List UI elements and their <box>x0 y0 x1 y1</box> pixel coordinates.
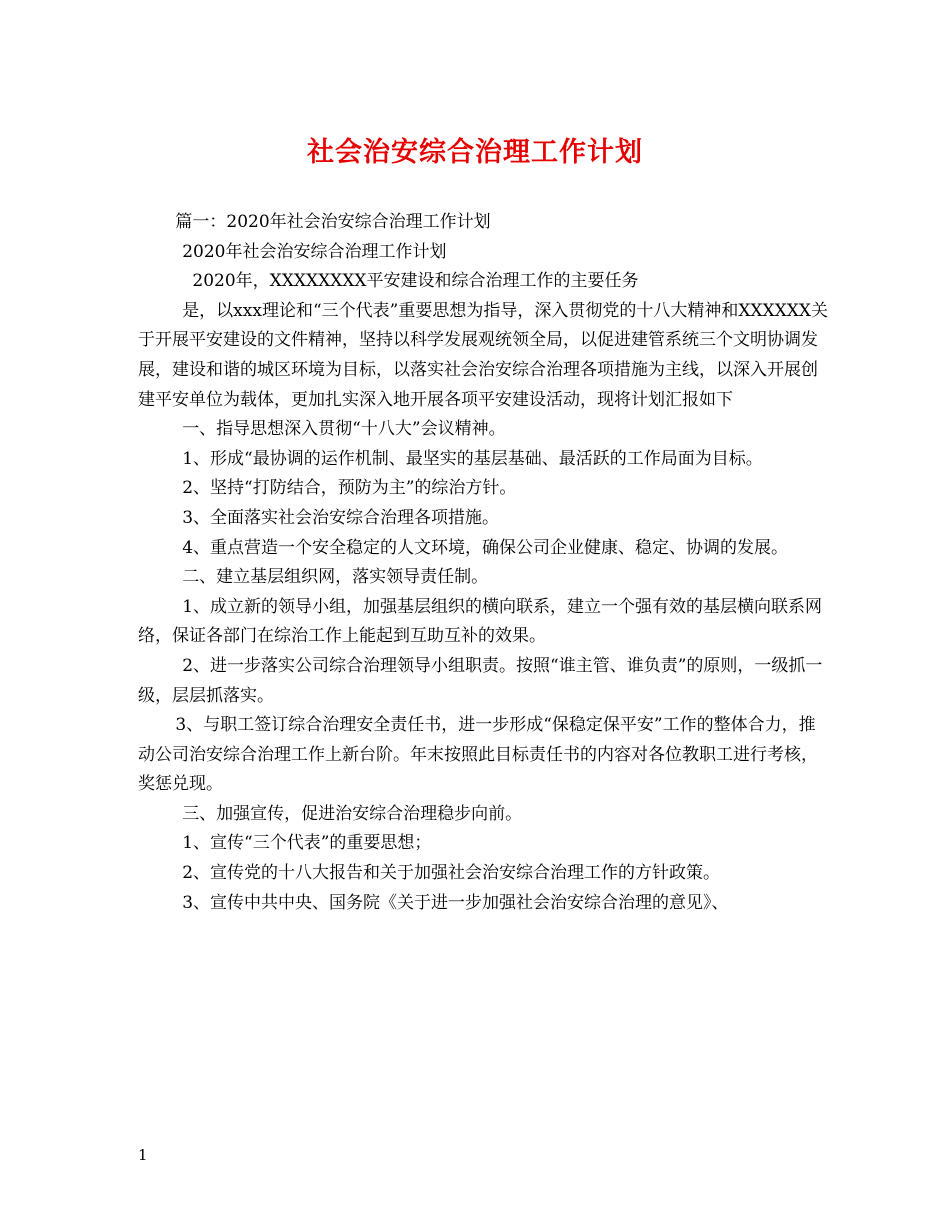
paragraph: 3、与职工签订综合治理安全责任书，进一步形成“保稳定保平安”工作的整体合力，推动公司治安综合治理工作上新台阶。年末按照此目标责任书的内容对各位教职工进行考核，奖惩兑现。 <box>138 715 818 795</box>
paragraph: 1、宣传“三个代表”的重要思想； <box>182 833 432 854</box>
paragraph: 1、形成“最协调的运作机制、最坚实的基层基础、最活跃的工作局面为目标。 <box>182 448 763 469</box>
document-body <box>138 208 828 918</box>
paragraph: 二、建立基层组织网，落实领导责任制。 <box>182 567 489 588</box>
paragraph: 2020年，XXXXXXXX平安建设和综合治理工作的主要任务 <box>192 271 639 292</box>
paragraph: 3、宣传中共中央、国务院《关于进一步加强社会治安综合治理的意见》、 <box>182 892 729 913</box>
paragraph: 2020年社会治安综合治理工作计划 <box>182 241 447 262</box>
paragraph: 4、重点营造一个安全稳定的人文环境，确保公司企业健康、稳定、协调的发展。 <box>182 537 789 558</box>
paragraph: 1、成立新的领导小组，加强基层组织的横向联系，建立一个强有效的基层横向联系网络，保证各部门在综治工作上能起到互助互补的效果。 <box>138 596 823 647</box>
paragraph: 是，以xxx理论和“三个代表”重要思想为指导，深入贯彻党的十八大精神和XXXXXX关于开展平安建设的文件精神，坚持以科学发展观统领全局，以促进建管系统三个文明协调发展，建设和谐的城区环境为目标，以落实社会治安综合治理各项措施为主线，以深入开展创建平安单位为载体，更加扎实深入地开展各项平安建设活动，现将计划汇报如下 <box>138 300 828 410</box>
paragraph: 2、宣传党的十八大报告和关于加强社会治安综合治理工作的方针政策。 <box>182 863 721 884</box>
page-number: 1 <box>138 1146 148 1164</box>
paragraph: 三、加强宣传，促进治安综合治理稳步向前。 <box>182 803 523 824</box>
paragraph: 一、指导思想深入贯彻“十八大”会议精神。 <box>182 419 506 440</box>
paragraph: 3、全面落实社会治安综合治理各项措施。 <box>182 507 500 528</box>
paragraph: 篇一：2020年社会治安综合治理工作计划 <box>175 212 491 232</box>
document-title: 社会治安综合治理工作计划 <box>307 137 643 168</box>
paragraph: 2、进一步落实公司综合治理领导小组职责。按照“谁主管、谁负责”的原则，一级抓一级，层层抓落实。 <box>138 655 823 706</box>
paragraph: 2、坚持“打防结合，预防为主”的综治方针。 <box>182 478 517 499</box>
